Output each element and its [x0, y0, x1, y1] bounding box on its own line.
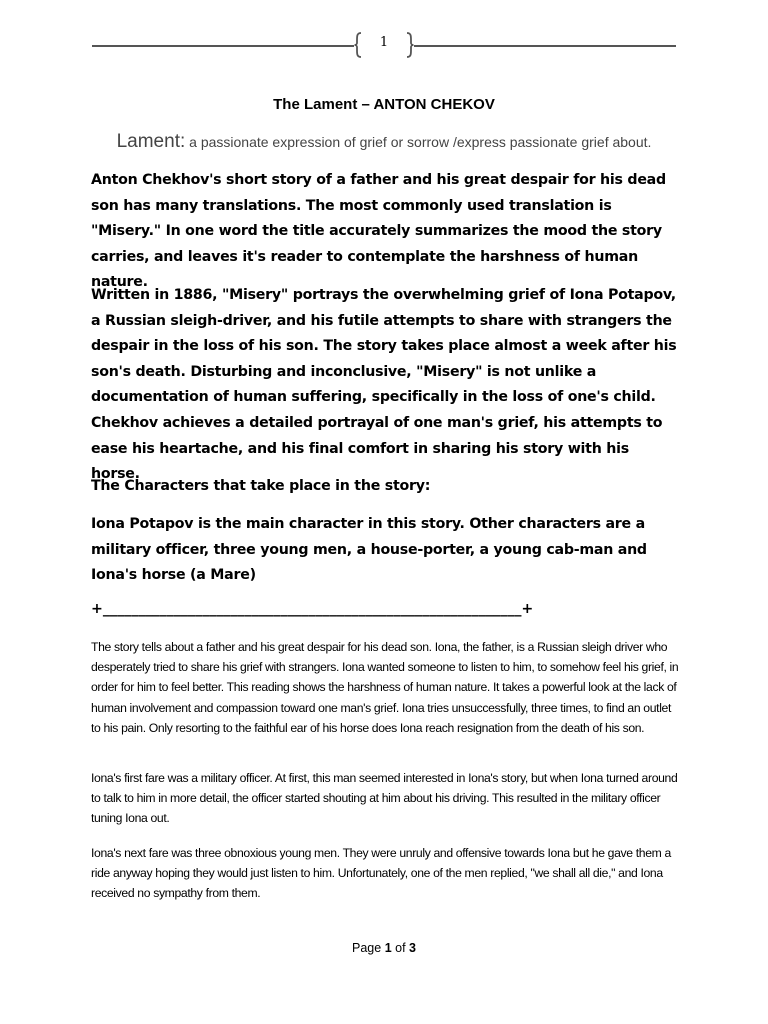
first-fare-paragraph: Iona's first fare was a military officer. At first, this man seemed interested in Iona's story, but when Iona turned around to talk to him in more detail, the officer started shouting at him about his driving. This resulted in the military officer tuning Iona out. [91, 771, 678, 826]
intro-paragraph: Anton Chekhov's short story of a father and his great despair for his dead son has many translations. The most commonly used translation is "Misery." In one word the title accurately summarizes the mood the story carries, and leaves it's reader to contemplate the harshness of human nature. [91, 172, 666, 291]
second-fare-paragraph: Iona's next fare was three obnoxious young men. They were unruly and offensive towards Iona but he gave them a ride anyway hoping they would just listen to him. Unfortunately, one of the men replied, "we shall all die," and Iona received no sympathy from them. [91, 846, 671, 901]
document-title: The Lament – ANTON CHEKOV [273, 96, 495, 113]
definition-line [0, 131, 768, 153]
footer-current-page: 1 [384, 941, 392, 955]
left-bracket-icon [354, 32, 362, 58]
header-rule-right [414, 45, 676, 47]
right-bracket-icon [406, 32, 414, 58]
section-divider: +___________________________________________________________+ [91, 601, 534, 617]
page-footer [0, 941, 768, 955]
page-header [92, 32, 676, 62]
characters-paragraph: Iona Potapov is the main character in this story. Other characters are a military officer, three young men, a house-porter, a young cab-man and Iona's horse (a Mare) [91, 516, 647, 584]
footer-of-word: of [395, 941, 406, 955]
footer-page-word: Page [352, 941, 382, 955]
header-rule-left [92, 45, 354, 47]
definition-text: a passionate expression of grief or sorrow /express passionate grief about. [185, 134, 652, 150]
header-page-number: 1 [379, 35, 389, 50]
footer-total-pages: 3 [409, 941, 416, 955]
characters-heading: The Characters that take place in the story: [91, 478, 431, 494]
story-overview-paragraph: The story tells about a father and his great despair for his dead son. Iona, the father, is a Russian sleigh driver who desperately tried to share his grief with strangers. Iona wanted someone to listen to him, to somehow feel his grief, in order for him to feel better. This reading shows the harshness of human nature. It takes a powerful look at the lack of human involvement and compassion toward one man's grief. Iona tries unsuccessfully, three times, to find an outlet to his pain. Only resorting to the faithful ear of his horse does Iona reach resignation from the death of his son. [91, 640, 679, 735]
summary-paragraph: Written in 1886, "Misery" portrays the overwhelming grief of Iona Potapov, a Russian sleigh-driver, and his futile attempts to share with strangers the despair in the loss of his son. The story takes place almost a week after his son's death. Disturbing and inconclusive, "Misery" is not unlike a documentation of human suffering, specifically in the loss of one's child. Chekhov achieves a detailed portrayal of one man's grief, his attempts to ease his heartache, and his final comfort in sharing his story with his horse. [91, 287, 677, 483]
definition-term: Lament: [116, 131, 186, 152]
